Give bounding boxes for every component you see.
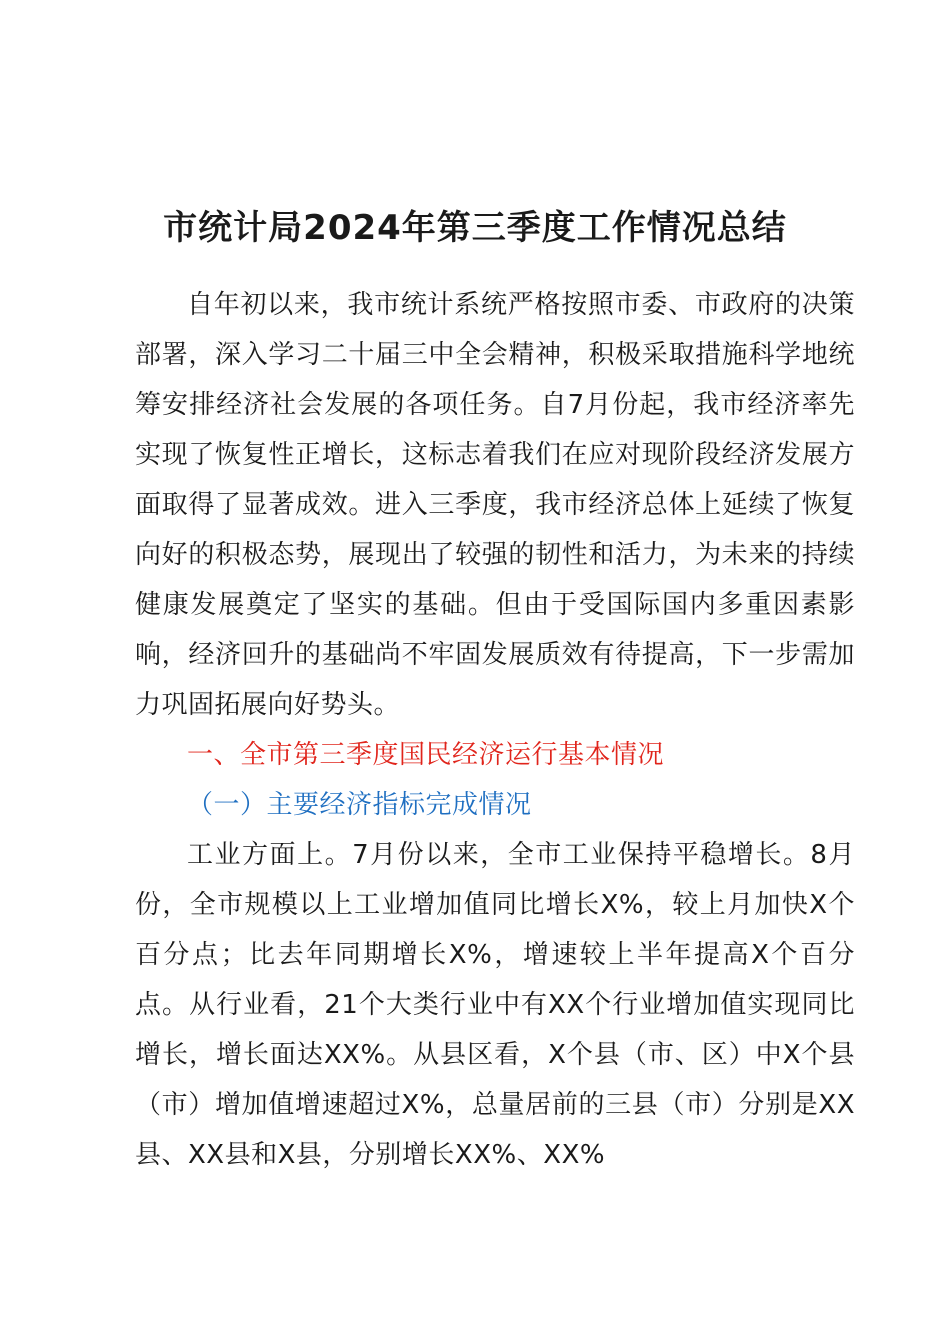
section-block (135, 730, 855, 1180)
document-title: 市统计局2024年第三季度工作情况总结 (163, 207, 787, 248)
subsection-heading: （一）主要经济指标完成情况 (187, 790, 532, 820)
intro-block (135, 280, 855, 730)
industry-paragraph: 工业方面上。7月份以来，全市工业保持平稳增长。8月份，全市规模以上工业增加值同比增长X%，较上月加快X个百分点；比去年同期增长X%，增速较上半年提高X个百分点。从行业看，21个大类行业中有XX个行业增加值实现同比增长，增长面达XX%。从县区看，X个县（市、区）中X个县（市）增加值增速超过X%，总量居前的三县（市）分别是XX县、XX县和X县，分别增长XX%、XX% (135, 840, 855, 1170)
intro-paragraph: 自年初以来，我市统计系统严格按照市委、市政府的决策部署，深入学习二十届三中全会精神，积极采取措施科学地统筹安排经济社会发展的各项任务。自7月份起，我市经济率先实现了恢复性正增长，这标志着我们在应对现阶段经济发展方面取得了显著成效。进入三季度，我市经济总体上延续了恢复向好的积极态势，展现出了较强的韧性和活力，为未来的持续健康发展奠定了坚实的基础。但由于受国际国内多重因素影响，经济回升的基础尚不牢固发展质效有待提高，下一步需加力巩固拓展向好势头。 (135, 290, 855, 720)
section-heading: 一、全市第三季度国民经济运行基本情况 (187, 740, 665, 770)
